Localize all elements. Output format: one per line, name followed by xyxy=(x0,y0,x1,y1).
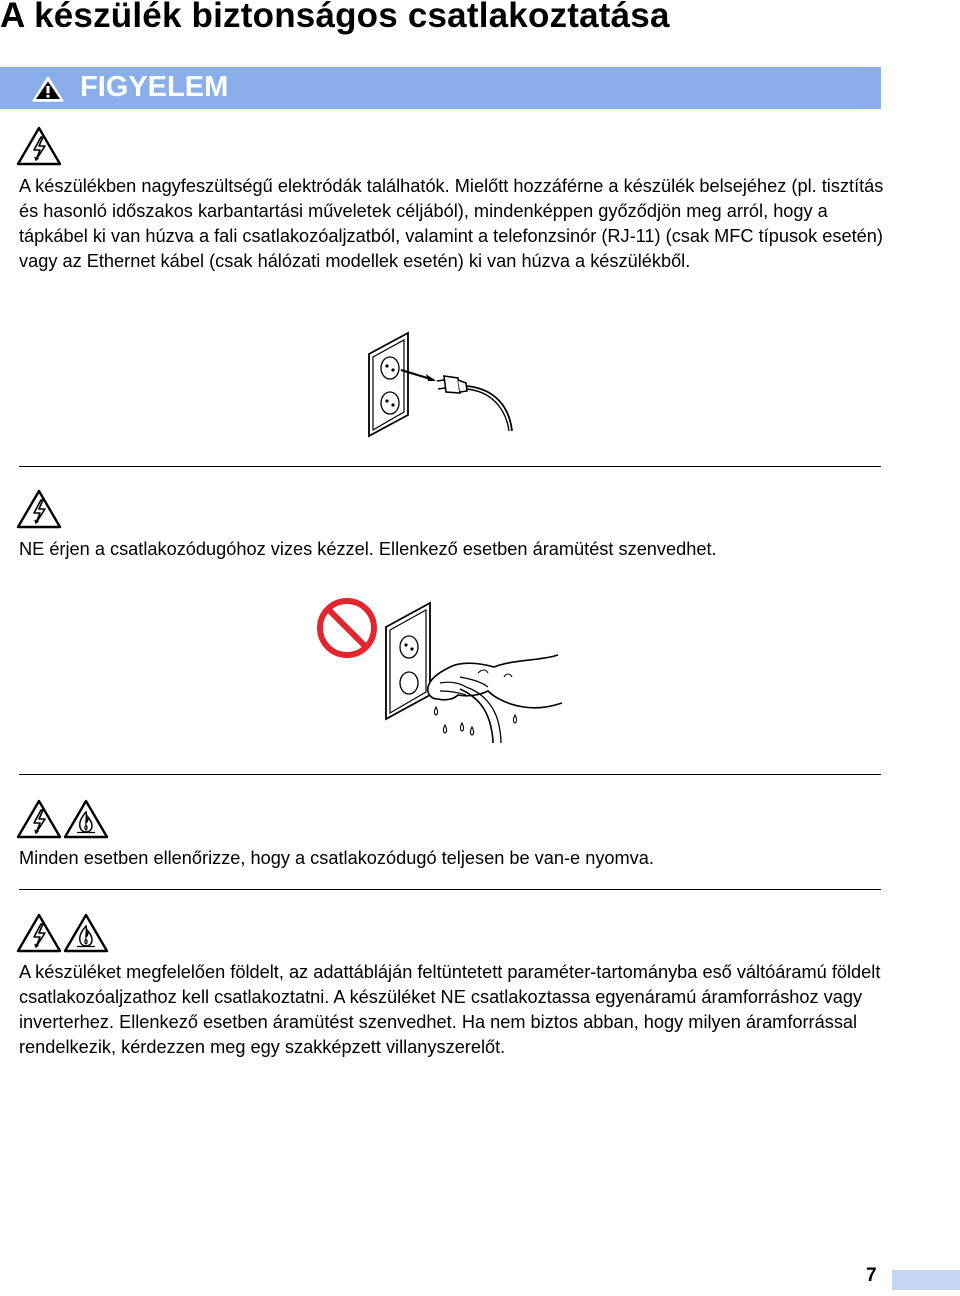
warning-exclamation-icon xyxy=(32,76,64,102)
page-number: 7 xyxy=(866,1265,877,1286)
page-title: A készülék biztonságos csatlakoztatása xyxy=(0,0,670,35)
electric-shock-hazard-icon xyxy=(16,489,62,529)
fire-hazard-icon xyxy=(63,913,109,953)
section-divider xyxy=(19,774,881,775)
wet-hand-prohibited-illustration xyxy=(310,595,570,743)
prohibited-icon xyxy=(320,601,374,655)
page-tab-marker xyxy=(892,1270,960,1290)
banner-label: FIGYELEM xyxy=(80,71,229,103)
warning-text-grounding: A készüléket megfelelően földelt, az adattábláján feltüntetett paraméter-tartományba eső váltóáramú földelt csatlakozóaljzathoz kell csatlakoztatni. A készüléket NE csatlakoztassa egyenáramú áramforráshoz vagy inverterhez. Ellenkező esetben áramütést szenvedhet. Ha nem biztos abban, hogy milyen áramforrással rendelkezik, kérdezzen meg egy szakképzett villanyszerelőt. xyxy=(19,962,881,1057)
warning-text-plug-inserted: Minden esetben ellenőrizze, hogy a csatlakozódugó teljesen be van-e nyomva. xyxy=(19,848,654,868)
electric-shock-hazard-icon xyxy=(16,126,62,166)
warning-text-wet-hands: NE érjen a csatlakozódugóhoz vizes kézzel. Ellenkező esetben áramütést szenvedhet. xyxy=(19,539,717,559)
section-divider xyxy=(19,889,881,890)
fire-hazard-icon xyxy=(63,799,109,839)
warning-text-unplug: A készülékben nagyfeszültségű elektródák találhatók. Mielőtt hozzáférne a készülék belsejéhez (pl. tisztítás és hasonló időszakos karbantartási műveletek céljából), mindenképpen győződjön meg arról, hogy a tápkábel ki van húzva a fali csatlakozóaljzatból, valamint a telefonzsinór (RJ-11) (csak MFC típusok esetén) vagy az Ethernet kábel (csak hálózati modellek esetén) ki van húzva a készülékből. xyxy=(19,176,884,271)
unplugging-power-cord-illustration xyxy=(360,330,520,438)
electric-shock-hazard-icon xyxy=(16,799,62,839)
warning-banner xyxy=(0,67,881,109)
section-divider xyxy=(19,466,881,467)
electric-shock-hazard-icon xyxy=(16,913,62,953)
